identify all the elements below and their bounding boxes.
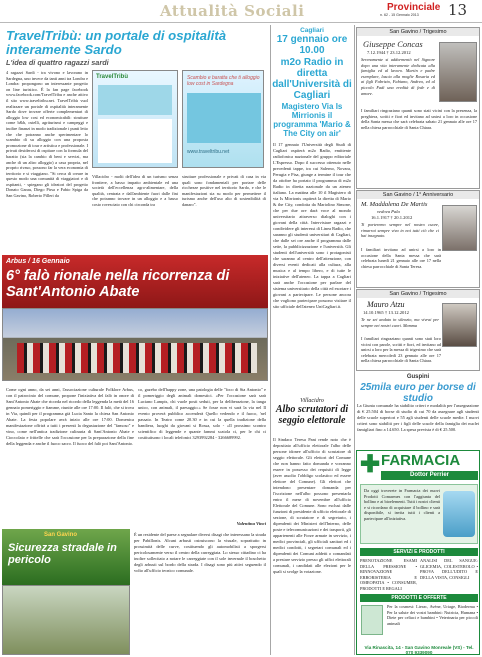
obituary-quote: Serenamente si addormentò nel Signore dopo una vita interamente dedicata alla famiglia ed al lavoro. Martin e padre esemplare, lascia alla moglie Rosaria ed ai figli Fabrizio, Fabiano, Andrea, ed al piccolo Fadi una eredità di fede e di amore.	[361, 57, 435, 96]
pharmacy-cross-icon: ✚	[360, 451, 381, 478]
farmacia-owner: Dottor Perrier	[381, 471, 478, 480]
obituary-name: Giuseppe Concas	[363, 39, 423, 49]
obituary-concas	[356, 27, 480, 189]
traveltribu-article	[2, 25, 268, 258]
falo-body-col2: co, gazebo dell'happy zone, una patologia delle "foco di Sta Antonio" e il pomeriggio degli animali domestici. «Per l'occasione sarà sarà Luciano Lampis, chi vuole posti seduti, per la deliberazione, la tanga unico, con animali, il paesaggio.» Se fosse non vi sarà la via nel Il evento proverà pubblico accenderà Quello vedendo e il fuoco, 'nel passato. In Teatro come 20.30 e in cui la quella tradizione della bandiera, luoghi da giovani si Rossa, solo - «Il prossimo scontro scientifico di leggende e quante fammi scatola ci, per le chi ci costituitsono i locali telefonici 3293992284 - 3266689992.	[138, 387, 266, 440]
cagliari-subtitle: Magistero Via Is Mirrionis il programma 'Mario & The City on air'	[273, 102, 351, 138]
obituary-photo	[442, 303, 477, 347]
falo-kicker: Arbus / 16 Gennaio	[6, 258, 70, 265]
obituary-de-martis	[356, 190, 480, 288]
farmacia-list-title: PRODOTTI E OFFERTE	[360, 594, 478, 602]
sicurezza-banner	[2, 529, 130, 585]
obituary-name: M. Maddalena De Martis	[361, 201, 428, 208]
obituary-body: I familiari ringraziano quanti sono stati vicini con la presenza, la preghiera, scritti e fiori ed invitano ad unirsi a loro in occasione della Santa messa che sarà celebrata sabato 21 gennaio alle ore 17 nella chiesa parrocchiale di Santa Chiara.	[361, 108, 477, 130]
cagliari-kicker: Cagliari	[300, 27, 324, 34]
section-title: Attualità Sociali	[160, 2, 305, 20]
cagliari-title: m2o Radio in diretta dall'Università di Cagliari	[272, 57, 352, 101]
farmacia-address: Via Rinascita, 14 - San Gavino Monreale (VS) - Tel. 070 9339090	[364, 645, 474, 655]
farmacia-services-left: PRENOTAZIONE ESAMI DELLA PRESSIONE • RINNOVAZIONE ERBORISTERIA E OMEOPATIA • CONSUMER, PRODOTTI E REGALI	[360, 558, 417, 591]
obituary-body: I familiari invitano ad unirsi a loro in occasione della Santa messa che sarà celebrata lunedì 21 gennaio alle ore 17 nella chiesa parrocchiale di Santa Teresa.	[361, 247, 441, 269]
obituary-note: vedova Pala	[377, 209, 400, 214]
article-title: TravelTribù: un portale di ospitalità interamente Sardo	[6, 28, 227, 57]
obituary-dates: 7.12.1944 † 23.12.2012	[367, 50, 411, 55]
obituary-body: I familiari ringraziano quanti sono stati loro vicini con parole, scritti e fiori, ed invitano ad unirsi a loro per la messa di trigesimo che sarà celebrata mercoledì 23 gennaio alle ore 17 nella chiesa parrocchiale di Santa Chiara.	[361, 336, 441, 364]
obituary-header: San Gavino / Trigesimo	[357, 290, 479, 298]
article-body-col2: Villacidro - molti dell'idea di un turismo senza frontiere, a basso impatto ambientale ed una società dell'eccellenza agro-alimentare, della qualità, centrata e dall'ambiente fuori dalle fini che potranno trovare in un alloggio e a basso costo rovesciato con chi circonda tra	[92, 174, 178, 207]
falo-body-col1: Come ogni anno, da sei anni, l'associazione culturale Folklore Arbus, con il patrocinio del comune, propone l'iniziativa del falò in onore di Sant'Antonio Abate che ricorda nel ricordo della leggenda la metà del 16 gennaio pomeriggio e fiamme, riunite alle ore 17:00. Il falò, che si trova in Via, quindi per il programma già Lucia Santo la chiesa San Antonio Abate. La festa popolare avrà inizio alle ore 17:00. Domenica manifestazione offrirà a tutti i presenti la degustazione del "famoso" e vino, come nell'antica tradizione culinaria di Sant'Antonio Abate e Cioccolato e frittelle che sarà l'occasione per la preparazione della fine della leggenda e anche il fuoco sacro. Il fuoco del falò poi Sant'Antonio.	[6, 387, 134, 446]
obituary-dates: 14.10.1965 † 13.12.2012	[363, 310, 409, 315]
falo-banner	[2, 255, 268, 308]
website-screenshot: TravelTribù	[92, 70, 178, 168]
guspini-title: 25mila euro per borse di studio	[360, 382, 476, 404]
obituary-header: San Gavino / Trigesimo	[357, 28, 479, 36]
article-body-col1: 4 ragazzi Sardi - tra vivono e lavorano in Sardegna, uno invece da tanti anni tra Londra e Londra: propongono un interessante progetto on line turistico. È la fan page facebook www.facebook.com/TravelTribu e anche attivo il sito www.traveltribu.net. TravelTribù vuol realizzare un portale di ospitalità interamente Sardo dove trovare offerte complementari di alloggio low cost ed economicabili: strutture come b&b, ostelli, agriturismi e campeggi e inoltre finanzi in modo tradizionale i punti letto che che potranno anche sperimentare lo scambio di su alloggio con una proposta promozione di tour e artistica e professionale. I privati desiderosi di ospitare con la formula del baratto (sia la cambio di beni e servizi, ma anche di un altro alloggio) a casa propria, nel proprio rivaso, possono far la vera economia di territorio e si viaggiano. "Si cerca di creare in questo modo una comunità di viaggiatori e di ospitanti, - spiegano gli ideatori del progetto Donato Garau, Diego Pirsa e Fabio Spiga da San Gavino, Roberto Pilleri da	[6, 70, 88, 199]
cagliari-date: 17 gennaio ore 10.00	[276, 34, 348, 56]
promo-slogan: Scambio e baratta che ti alloggio low cost in Sardegna	[187, 75, 260, 87]
products-image	[361, 605, 383, 635]
falo-article	[2, 383, 268, 528]
sicurezza-kicker: San Gavino	[44, 532, 78, 538]
farmacia-ad	[356, 450, 480, 655]
farmacia-offer: Da oggi troverete in Farmacia dei nuovi Prodotti Comarmes con l'aggiunta del bollino e ai bioelementi. Tutti i nostri clienti e si ricordano di acquistare il bollino e sarà disponibile, si invita tutti i clienti a partecipare all'iniziativa.	[364, 488, 440, 521]
promo-url: www.traveltribu.net	[187, 149, 230, 155]
villacidro-kicker: Villacidro	[300, 398, 324, 404]
obituary-photo	[442, 205, 477, 251]
column-rule	[270, 25, 271, 655]
column-rule	[354, 25, 355, 655]
falo-title: 6° falò rionale nella ricorrenza di Sant'Antonio Abate	[6, 268, 230, 300]
farmacia-list: Per la cosmesi: Lierac, Avène, Uriage, Bioderma • Per la salute dei vostri bambini: Nutricia, Humana • Diete per celiaci e bambini • Veterinaria per piccoli animali	[387, 604, 478, 626]
article-body-col3: strutture professionale e privati di casa in via quali sono fondamentali per portare delle ricchezze positive nel territorio Sardo, e che le manifestazioni sia su modo per permettere il turismo anche dell'uso alto di sostenibilità di danaro".	[182, 174, 266, 207]
obituary-quote: Ti porteremo sempre nel nostro cuore, rimarrai sempre viva in noi tutti ciò che ci hai insegnato.	[361, 222, 439, 239]
obituary-header: San Gavino / 1° Anniversario	[357, 191, 479, 199]
issue-line: n. 62 - 15 Gennaio 2013	[380, 13, 419, 17]
obituary-photo	[439, 42, 477, 102]
publication-logo: Provinciale	[387, 2, 441, 13]
sicurezza-body: È un residente del paese a segnalare diversi disagi che interessano la strada per Pabillonis. Alcuni arbusti ostruiscono la visuale, soprattutto in prossimità delle curve, costituendo gli automobilisti a sporgersi pericolosamente verso il centro della carreggiata. Lo stesso cittadino ci ha inoltre sollecitato a notare le carreggiate con il sole invernale il boschetto degli arbusti sul bordo della strada. I disagi sono più attivi seguendo il volto all'ufficio tecnico comunale.	[134, 532, 266, 573]
farmacia-services-right: ANALISI DEL SANGUE: GLICEMIA, COLESTEROLO • PROVA DELL'UDITO E DELLA VISTA, CONSIGLI	[420, 558, 478, 580]
article-subtitle: L'idea di quattro ragazzi sardi	[6, 58, 109, 67]
obituary-name: Mauro Atzu	[367, 300, 405, 309]
promo-image	[182, 70, 264, 168]
cagliari-article	[272, 27, 352, 138]
villacidro-article	[272, 398, 352, 426]
product-image	[443, 491, 475, 537]
obituary-atzu	[356, 289, 480, 371]
falo-signature: Valentina Vinci	[236, 521, 266, 526]
villacidro-body: Il Sindaco Teresa Pani rende noto che è depositato all'ufficio elettorale l'albo delle persone idonee all'ufficio di scrutatore di seggio elettorale. Gli elettori del Comune che non hanno fatto domanda e vorranno essere in possesso dei requisiti di legge (aver assolto l'obbligo scolastico ed essere elettore del Comune). Gli elettori che intendono presentare domanda per l'iscrizione nell'albo possono presentarla entro il mese di novembre all'ufficio Elettorale del Comune. Sono esclusi dalle funzioni di presidente di ufficio elettorale di sezione, di scrutatore e di segretario, i dipendenti dei Ministeri dell'Interno, delle poste e telecomunicazioni e dei trasporti, gli appartenenti alle Forze armate in servizio, i medici provinciali, gli ufficiali sanitari ed i medici condotti, i segretari comunali ed i dipendenti dei Comuni addetti o comandati a prestare servizio presso gli uffici elettorali comunali, i candidati alle elezioni per le quali si svolge la votazione.	[273, 437, 351, 574]
sicurezza-title: Sicurezza stradale in pericolo	[8, 542, 117, 566]
obituary-dates: 16.1.1917 † 20.1.2012	[371, 215, 413, 220]
road-photo	[2, 585, 130, 655]
guspini-kicker: Guspini	[406, 374, 430, 380]
farmacia-name: FARMACIA	[381, 452, 461, 469]
guspini-body: La Giunta comunale ha stabilito criteri e modalità per l'assegnazione di € 25.504 di borse di studio di cui 70 da assegnare agli studenti delle scuole superiori e 55 agli studenti delle scuole medie. I nuovi criteri sono stabiliti per i figli delle scuole della famiglia dei nuclei famigliari fino a 14.650. La spesa prevista è di € 25.500.	[357, 403, 479, 432]
folklore-photo	[2, 308, 268, 381]
farmacia-services-title: SERVIZI E PRODOTTI	[360, 548, 478, 556]
cagliari-body: Il 17 gennaio l'Università degli Studi di Cagliari ospiterà m2o Radio, emittente radiofonica nazionale del gruppo editoriale L'Espresso. Dopo il successo ottenuto nelle precedenti tappe, tra cui Salerno, Novara, Perugia e Pisa, giunge a termine il tour che da ottobre ha portato il programma di m2o Radio in diretta nazionale da un ateneo italiano. La mattina alle 10 il Magistero di via Is Mirrionis ospiterà la diretta di Mario & the City, condotta da Mariolino Simone, che per due ore darà voce al mondo universitario attraverso dialoghi con i giovani della città. Intervistare ragazzi e condividere gli interessi di Linea Radio, che saranno gli studenti universitari di Cagliari, che dalle sei ore anche il programma dalle sette, la pubblicizzazione e l'università. Gli studenti dell'università sono i protagonisti che saranno al centro dell'attenzione, con diversi eventi dedicati alla cultura, alla musica e al tempo libero, e di tutte le iniziative dell'ateneo. La tappa a Cagliari sarà anche l'occasione per parlare del sistema universitario della città ed esortare i giovani a partecipare. Le persone ancora che vogliono partecipare possono visitare il sito ufficiale dell'ateneo UniCagliari.it.	[273, 142, 351, 309]
header-divider	[0, 22, 482, 23]
obituary-quote: Te ne sei andato in silenzio, ma vivrai per sempre nei nostri cuori. Mamma	[361, 317, 439, 328]
villacidro-title: Albo scrutatori di seggio elettorale	[275, 404, 349, 426]
farmacia-offer-box	[360, 484, 478, 544]
page-number: 13	[448, 1, 468, 19]
